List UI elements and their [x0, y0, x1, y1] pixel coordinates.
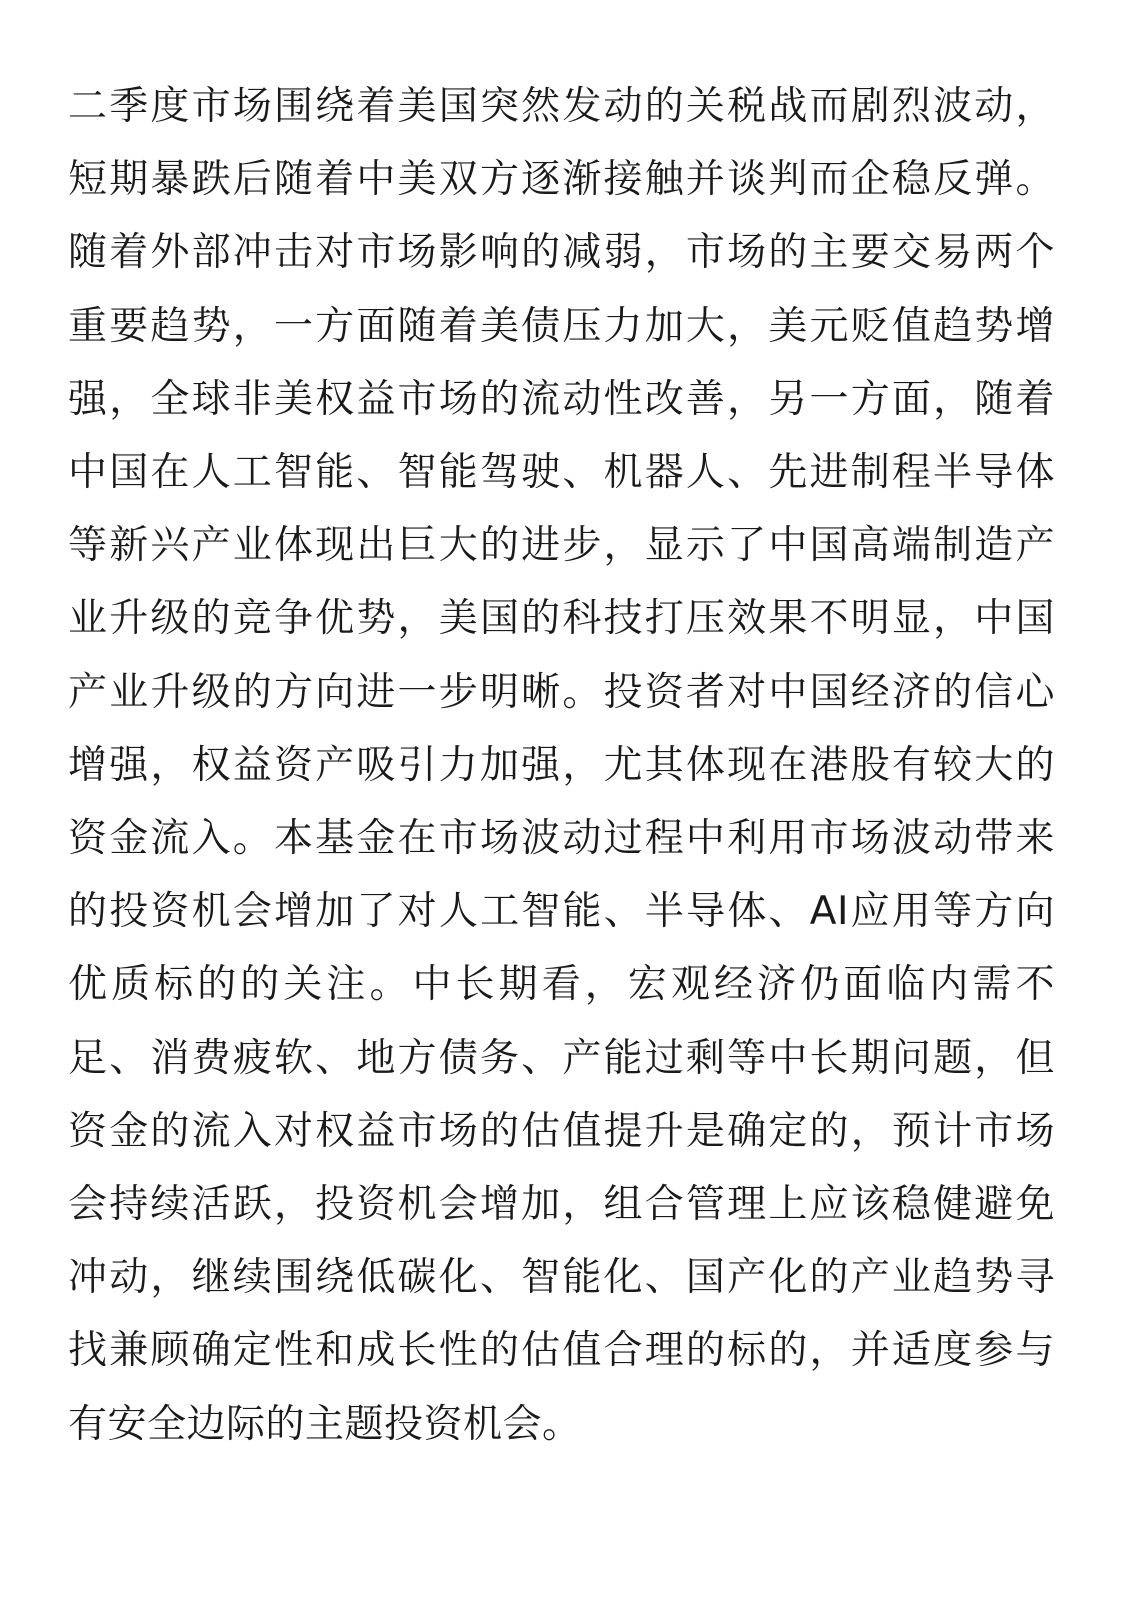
text-line-18: 找兼顾确定性和成长性的估值合理的标的，并适度参与 [68, 1328, 1055, 1374]
text-line-14: 足、消费疲软、地方债务、产能过剩等中长期问题，但 [68, 1035, 1055, 1081]
text-line-4: 重要趋势，一方面随着美债压力加大，美元贬值趋势增 [68, 303, 1055, 349]
text-line-17: 冲动，继续围绕低碳化、智能化、国产化的产业趋势寻 [68, 1255, 1055, 1301]
text-line-7: 等新兴产业体现出巨大的进步，显示了中国高端制造产 [68, 523, 1055, 569]
text-line-10: 增强，权益资产吸引力加强，尤其体现在港股有较大的 [68, 742, 1055, 788]
body-paragraph [68, 70, 1055, 1461]
text-line-2: 短期暴跌后随着中美双方逐渐接触并谈判而企稳反弹。 [68, 157, 1055, 203]
text-line-11: 资金流入。本基金在市场波动过程中利用市场波动带来 [68, 816, 1055, 862]
text-line-16: 会持续活跃，投资机会增加，组合管理上应该稳健避免 [68, 1182, 1055, 1228]
text-line-13: 优质标的的关注。中长期看，宏观经济仍面临内需不 [68, 962, 1055, 1008]
text-line-19: 有安全边际的主题投资机会。 [68, 1401, 582, 1447]
text-line-3: 随着外部冲击对市场影响的减弱，市场的主要交易两个 [68, 230, 1055, 276]
text-line-1: 二季度市场围绕着美国突然发动的关税战而剧烈波动， [68, 84, 1055, 129]
text-line-6: 中国在人工智能、智能驾驶、机器人、先进制程半导体 [68, 450, 1055, 496]
text-line-9: 产业升级的方向进一步明晰。投资者对中国经济的信心 [68, 669, 1055, 715]
text-line-8: 业升级的竞争优势，美国的科技打压效果不明显，中国 [68, 596, 1055, 642]
text-line-15: 资金的流入对权益市场的估值提升是确定的，预计市场 [68, 1108, 1055, 1154]
text-line-12: 的投资机会增加了对人工智能、半导体、AI应用等方向 [68, 889, 1055, 935]
text-line-5: 强，全球非美权益市场的流动性改善，另一方面，随着 [68, 376, 1055, 422]
